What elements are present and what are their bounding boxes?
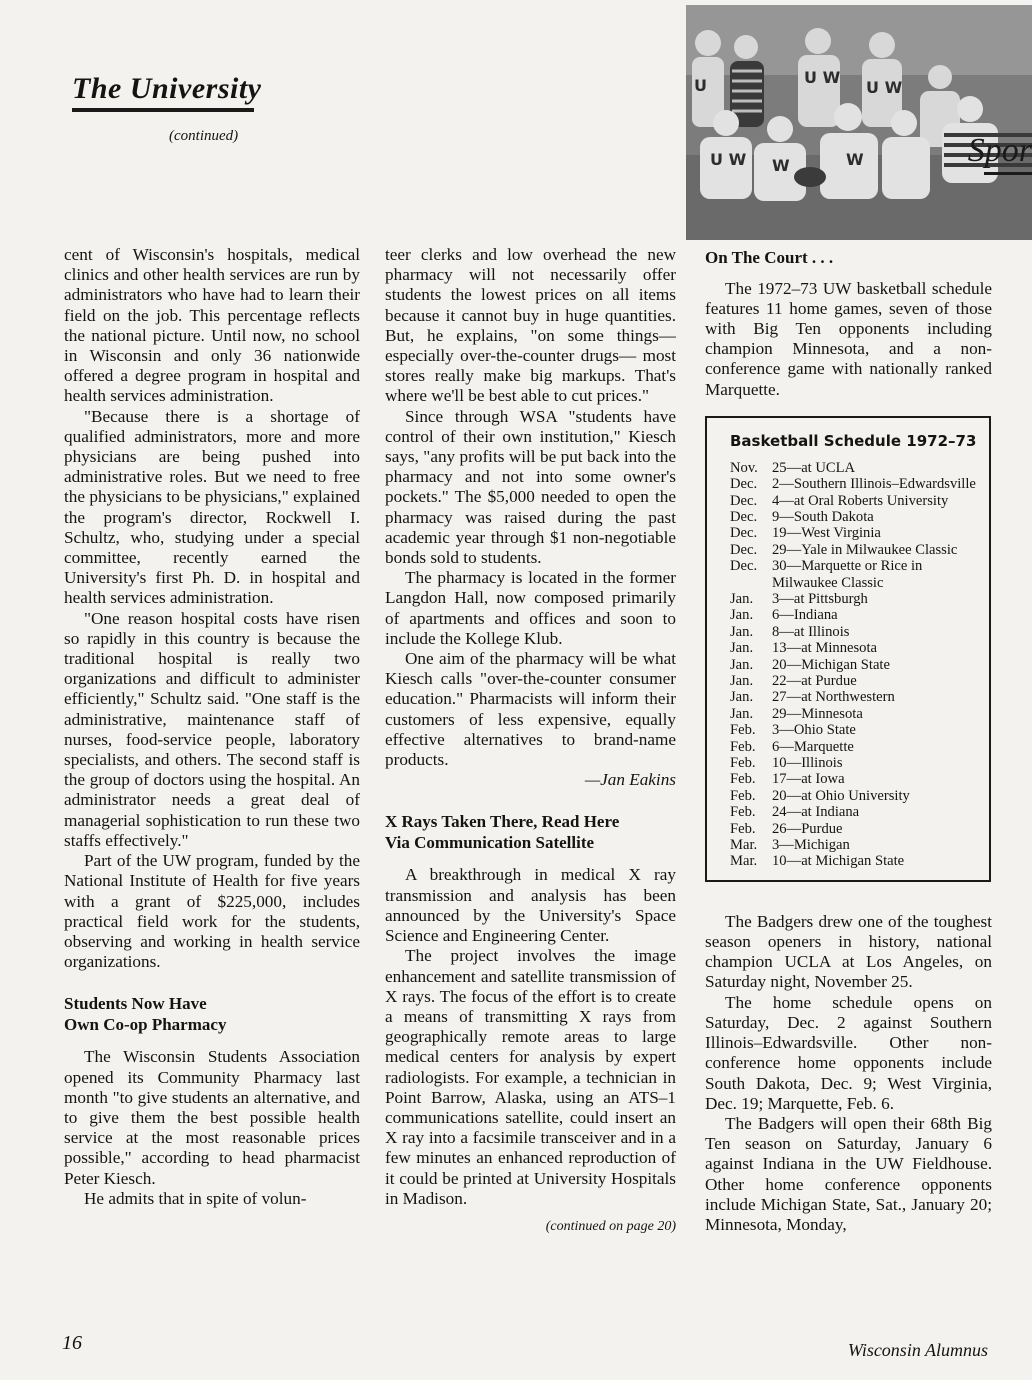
schedule-month: Mar. [730, 853, 758, 870]
title-underline [72, 108, 254, 112]
paragraph: "Because there is a shortage of qualified administrators, more and more physicians are being pushed into administrative roles. But we need to free the physicians to be physicians," explained the program's director, Rockwell I. Schultz, who, studying under a special committee, recently earned the University's first Ph. D. in hospital and health services administration. [64, 406, 360, 608]
schedule-row [730, 607, 979, 623]
schedule-game: 25—at UCLA [772, 459, 856, 476]
schedule-month: Jan. [730, 607, 754, 624]
paragraph: One aim of the pharmacy will be what Kiesch calls "over-the-counter consumer education." Pharmacists will inform their customers of less expensive, equally effective alternatives to brand-name products. [385, 649, 676, 770]
schedule-month: Jan. [730, 673, 754, 689]
schedule-game: 10—Illinois [772, 755, 843, 772]
team-photo-illustration [686, 5, 1032, 240]
xray-heading-line1: X Rays Taken There, Read Here [385, 812, 620, 832]
schedule-row [730, 493, 979, 509]
sports-section-label: Spor [967, 132, 1032, 169]
paragraph: The Badgers will open their 68th Big Ten season on Saturday, January 6 against Indiana in the UW Fieldhouse. Other home conference opponents include Michigan State, Sat., January 20; Minnesota, Monday, [705, 1113, 992, 1234]
schedule-row [730, 558, 979, 591]
svg-text:U W: U W [804, 68, 841, 87]
paragraph: The project involves the image enhancement and satellite transmission of X rays. The focus of the effort is to create a means of transmitting X rays from geographically remote areas to large medical centers for analysis by expert radiologists. For example, a technician in Point Barrow, Alaska, using an ATS–1 communications satellite, could insert an X ray into a facsimile transceiver and in a few minutes an enhanced reproduction of it could be printed at University Hospitals in Madison. [385, 946, 676, 1208]
schedule-month: Dec. [730, 508, 758, 525]
schedule-month: Feb. [730, 820, 756, 837]
schedule-row [730, 460, 979, 476]
schedule-title: Basketball Schedule 1972–73 [730, 431, 977, 450]
schedule-month: Feb. [730, 787, 756, 804]
paragraph: teer clerks and low overhead the new pharmacy will not necessarily offer students the lowest prices on all items because it cannot buy in huge quantities. But, he explains, "on some things—especially over-the-counter drugs— most stores really make big markups. That's where we'll be best able to cut prices." [385, 245, 676, 406]
schedule-game: 24—at Indiana [772, 804, 860, 821]
schedule-game: 26—Purdue [772, 820, 843, 837]
schedule-row [730, 591, 979, 607]
schedule-month: Jan. [730, 640, 754, 657]
schedule-row [730, 640, 979, 656]
page-number: 16 [62, 1332, 82, 1354]
continued-on-page: (continued on page 20) [545, 1218, 676, 1234]
schedule-month: Dec. [730, 525, 758, 542]
schedule-month: Nov. [730, 459, 758, 476]
schedule-row [730, 542, 979, 558]
schedule-row [730, 673, 979, 689]
schedule-game: 8—at Illinois [772, 623, 850, 640]
paragraph: The Badgers drew one of the toughest season openers in history, national champion UCLA at Los Angeles, on Saturday night, November 25. [705, 911, 992, 992]
schedule-game: 9—South Dakota [772, 508, 874, 525]
schedule-game: 6—Indiana [772, 607, 838, 624]
schedule-month: Jan. [730, 705, 754, 722]
schedule-month: Jan. [730, 656, 754, 673]
schedule-row [730, 476, 979, 492]
schedule-month: Feb. [730, 738, 756, 755]
schedule-month: Dec. [730, 558, 758, 575]
schedule-month: Feb. [730, 755, 756, 772]
schedule-row [730, 706, 979, 722]
schedule-game: 30—Marquette or Rice in Milwaukee Classic [772, 558, 923, 591]
schedule-game: 6—Marquette [772, 738, 854, 755]
schedule-game: 3—Ohio State [772, 722, 856, 739]
schedule-game: 29—Minnesota [772, 705, 863, 722]
schedule-month: Dec. [730, 476, 758, 493]
xray-heading-line2: Via Communication Satellite [385, 832, 595, 852]
paragraph: cent of Wisconsin's hospitals, medical clinics and other health services are run by administrators who have had to learn their field on the job. This percentage reflects the national picture. Until now, no school in Wisconsin and only 36 nationwide offered a degree program in hospital and health services administration. [64, 245, 360, 406]
schedule-list [730, 460, 979, 870]
schedule-row [730, 525, 979, 541]
schedule-month: Jan. [730, 689, 754, 706]
paragraph: Since through WSA "students have control of their own institution," Kiesch says, "any profits will be put back into the pharmacy and not into some owner's pockets." The $5,000 needed to open the pharmacy was raised during the past academic year through $1 non-negotiable bonds sold to students. [385, 406, 676, 568]
sports-label-underline [984, 172, 1032, 175]
schedule-month: Feb. [730, 804, 756, 821]
pharmacy-heading-line2: Own Co-op Pharmacy [64, 1014, 227, 1034]
schedule-game: 2—Southern Illinois–Edwardsville [772, 476, 976, 493]
paragraph: The 1972–73 UW basketball schedule features 11 home games, seven of those with Big Ten opponents including champion Minnesota, and a non-conference game with nationally ranked Marquette. [705, 278, 992, 399]
schedule-row [730, 689, 979, 705]
basketball-schedule-box [705, 416, 991, 882]
pharmacy-heading-line1: Students Now Have [64, 994, 207, 1014]
schedule-month: Jan. [730, 590, 754, 607]
schedule-month: Dec. [730, 492, 758, 509]
schedule-game: 4—at Oral Roberts University [772, 492, 949, 509]
schedule-month: Feb. [730, 722, 756, 739]
schedule-game: 27—at Northwestern [772, 689, 895, 706]
schedule-game: 29—Yale in Milwaukee Classic [772, 541, 958, 558]
schedule-row [730, 788, 979, 804]
schedule-row [730, 755, 979, 771]
article-column-3 [705, 248, 992, 1235]
schedule-game: 19—West Virginia [772, 525, 881, 542]
schedule-row [730, 509, 979, 525]
schedule-game: 20—at Ohio University [772, 787, 910, 804]
schedule-game: 17—at Iowa [772, 771, 845, 788]
schedule-row [730, 722, 979, 738]
schedule-row [730, 804, 979, 820]
schedule-month: Dec. [730, 541, 758, 558]
magazine-name: Wisconsin Alumnus [847, 1340, 988, 1360]
schedule-game: 13—at Minnesota [772, 640, 877, 657]
paragraph: The Wisconsin Students Association opened its Community Pharmacy last month "to give students an alternative, and to give them the best possible health service at the most reasonable prices possible," according to head pharmacist Peter Kiesch. [64, 1047, 360, 1188]
schedule-row [730, 853, 979, 869]
schedule-game: 3—at Pittsburgh [772, 590, 868, 607]
schedule-row [730, 771, 979, 787]
court-heading: On The Court . . . [705, 248, 834, 267]
schedule-month: Feb. [730, 771, 756, 788]
schedule-month: Jan. [730, 623, 754, 640]
schedule-month: Mar. [730, 837, 758, 854]
section-title: The University [72, 72, 262, 105]
svg-text:W: W [846, 150, 864, 169]
paragraph: The pharmacy is located in the former Langdon Hall, now composed primarily of apartments and offices and soon to include the Kollege Klub. [385, 568, 676, 648]
paragraph: Part of the UW program, funded by the National Institute of Health for five years with a grant of $225,000, includes practical field work for the students, observing and working in health service organizations. [64, 851, 360, 972]
schedule-row [730, 821, 979, 837]
schedule-game: 3—Michigan [772, 837, 850, 854]
paragraph: He admits that in spite of volun- [84, 1188, 307, 1208]
paragraph: "One reason hospital costs have risen so rapidly in this country is because the traditional hospital is really two organizations and difficult to administer efficiently," Schultz said. "One staff is the administrative, maintenance staff of nurses, food-service people, laboratory specialists, and others. The second staff is the group of doctors using the hospital. An administrator needs a great deal of managerial sophistication to run these two staffs effectively." [64, 608, 360, 850]
schedule-row [730, 624, 979, 640]
paragraph: The home schedule opens on Saturday, Dec. 2 against Southern Illinois–Edwardsville. Other non-conference home opponents include South Dakota, Dec. 9; West Virginia, Dec. 19; Marquette, Feb. 6. [705, 992, 992, 1113]
continued-label: (continued) [169, 128, 239, 144]
svg-text:U W: U W [710, 150, 747, 169]
article-column-1 [64, 245, 360, 1209]
schedule-game: 22—at Purdue [772, 673, 857, 689]
svg-text:U: U [694, 76, 707, 95]
schedule-game: 20—Michigan State [772, 656, 890, 673]
schedule-row [730, 837, 979, 853]
article-column-2 [385, 245, 676, 1237]
author-signature: —Jan Eakins [584, 770, 676, 790]
schedule-row [730, 657, 979, 673]
svg-text:W: W [772, 156, 790, 175]
schedule-row [730, 739, 979, 755]
paragraph: A breakthrough in medical X ray transmission and analysis has been announced by the University's Space Science and Engineering Center. [385, 865, 676, 946]
team-photo [686, 5, 1032, 240]
svg-text:U W: U W [866, 78, 903, 97]
schedule-game: 10—at Michigan State [772, 853, 905, 870]
